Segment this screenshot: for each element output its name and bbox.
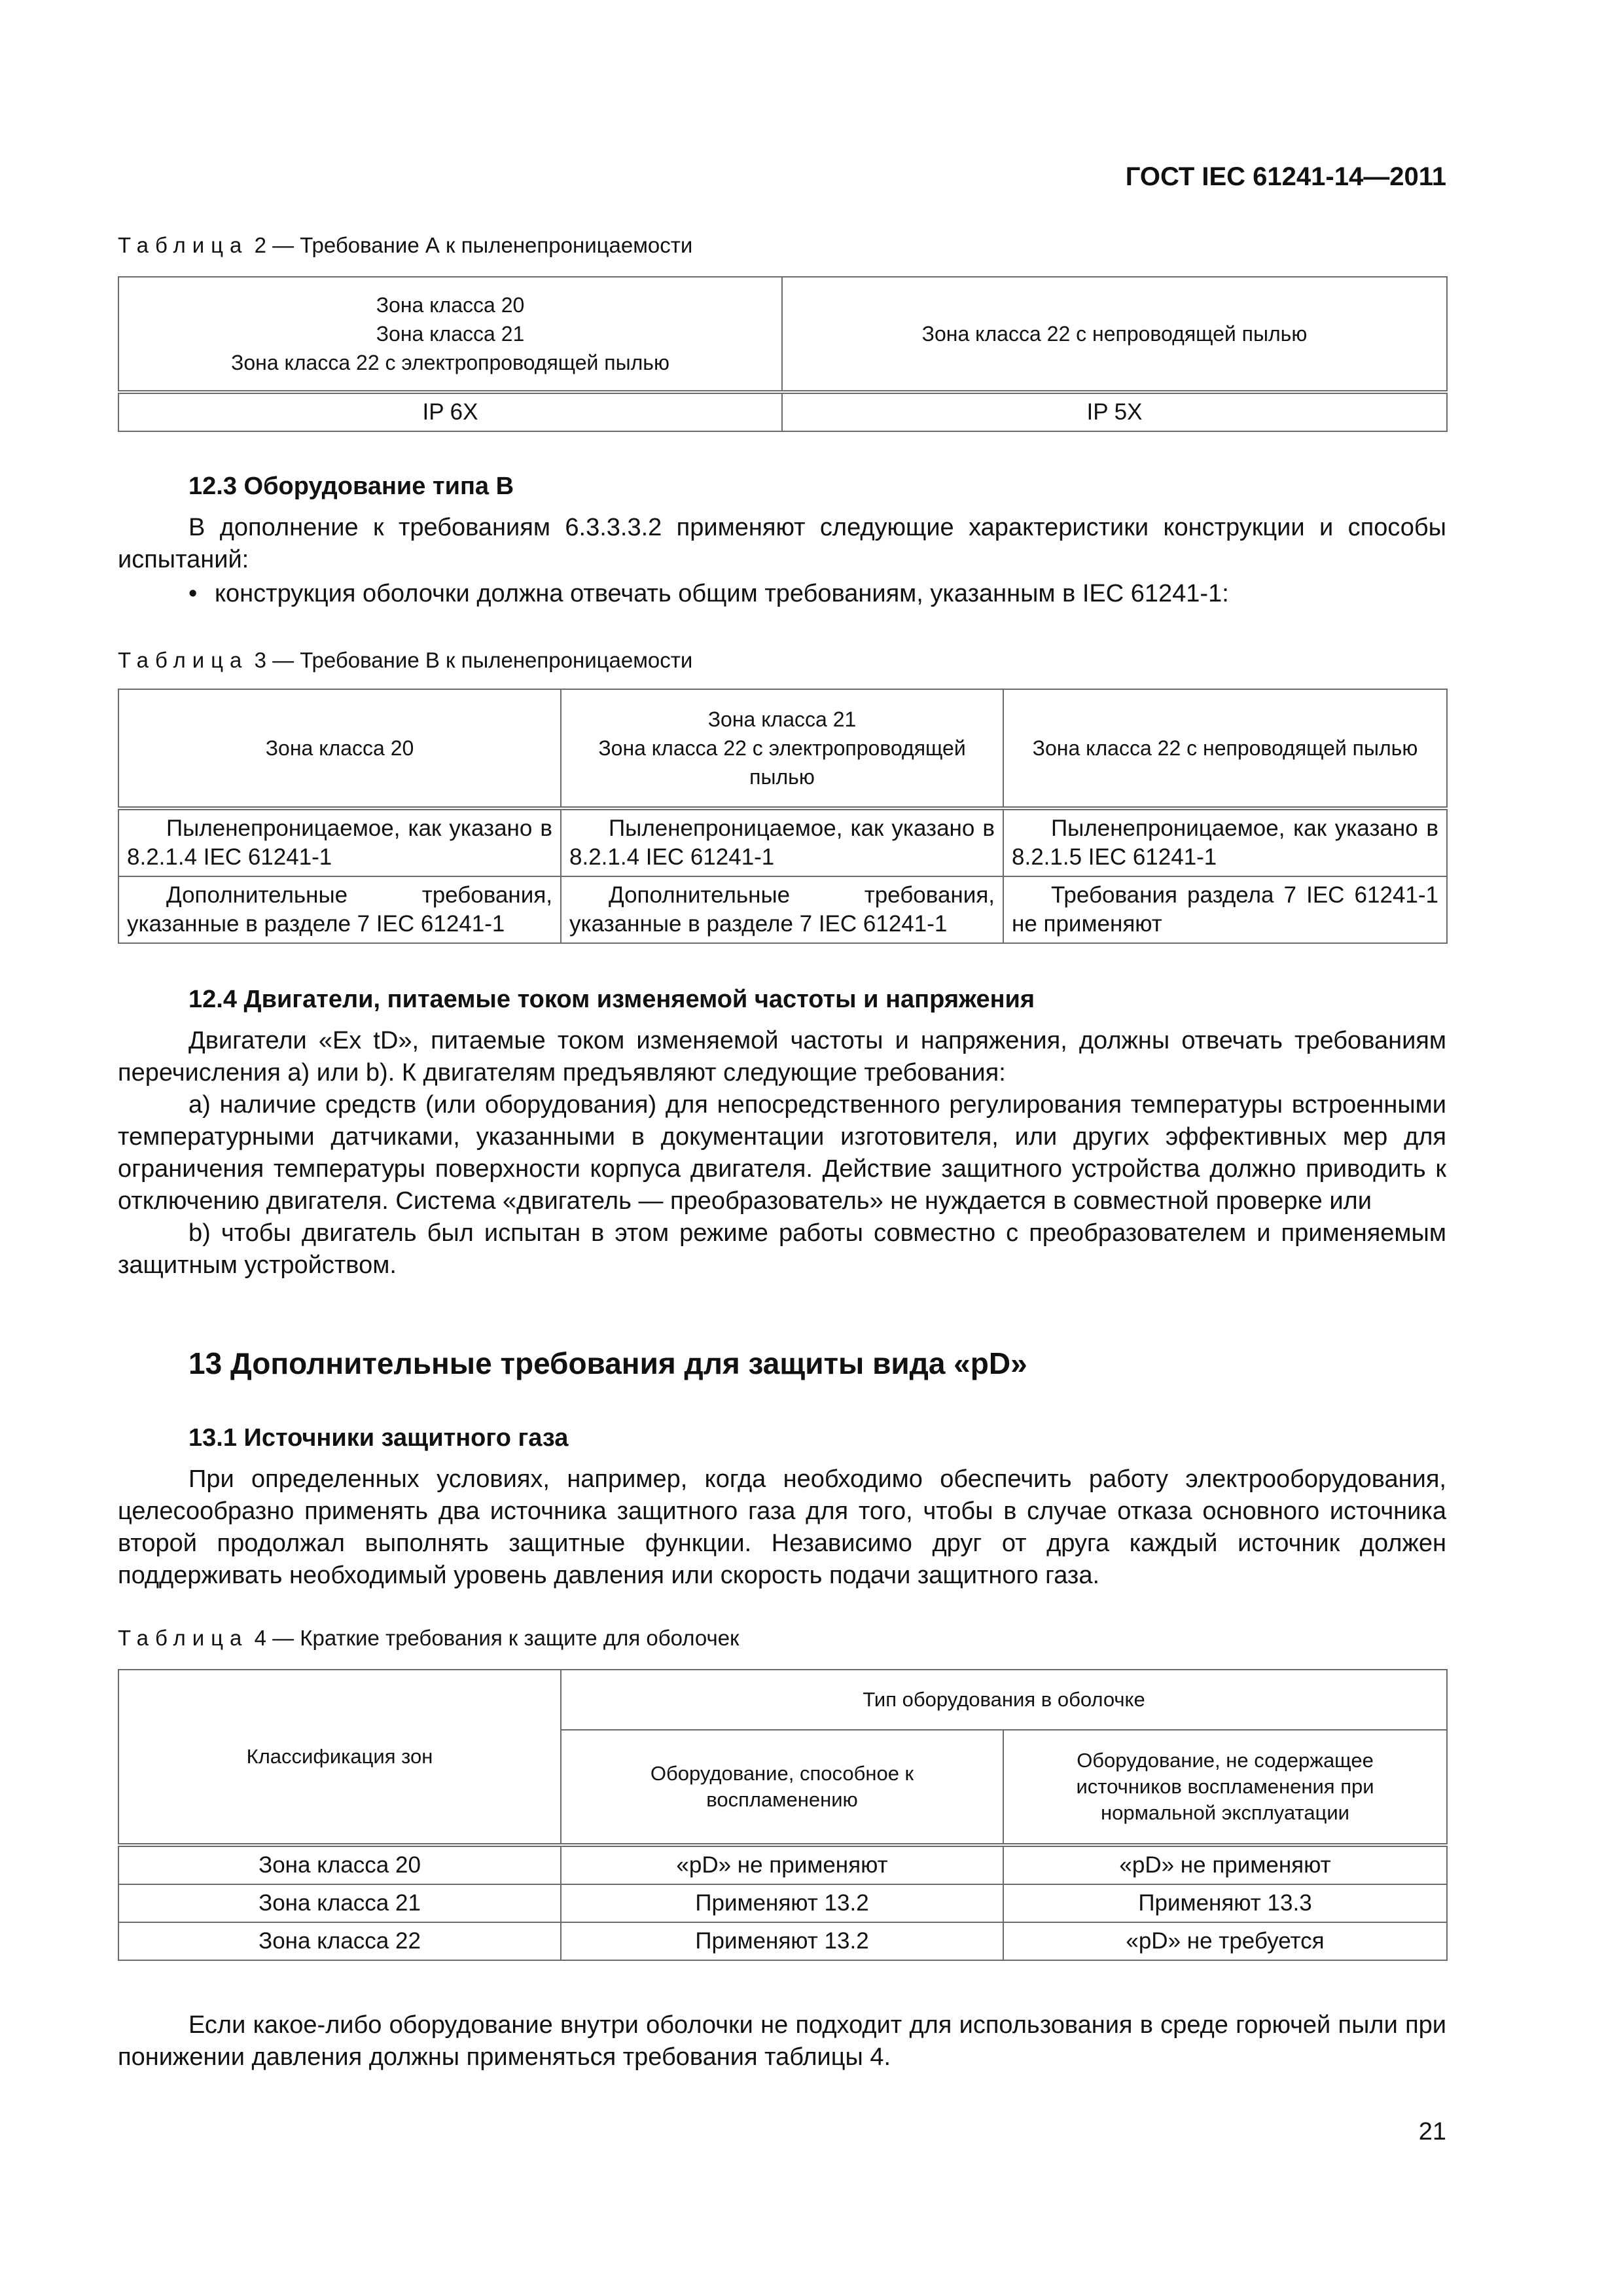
paragraph: Двигатели «Ex tD», питаемые током изменяемой частоты и напряжения, должны отвечать требованиям перечисления а) или b). К двигателям предъявляют следующие требования: bbox=[118, 1027, 1446, 1086]
document-id: ГОСТ IEC 61241-14—2011 bbox=[1125, 162, 1446, 191]
table4-subheader-cell: Оборудование, не содержащее источников воспламенения при нормальной эксплуатации bbox=[1003, 1730, 1447, 1845]
table4-cell: «pD» не требуется bbox=[1003, 1922, 1447, 1960]
table3-header-cell: Зона класса 22 с непроводящей пылью bbox=[1003, 689, 1447, 808]
section-heading-12-3: 12.3 Оборудование типа В bbox=[188, 473, 514, 500]
section-12-4-text bbox=[118, 1025, 1446, 1282]
table4-subheader-cell: Оборудование, способное к воспламенению bbox=[561, 1730, 1003, 1845]
table4-cell: «pD» не применяют bbox=[1003, 1845, 1447, 1884]
paragraph: Если какое-либо оборудование внутри оболочки не подходит для использования в среде горючей пыли при понижении давления должны применяться требования таблицы 4. bbox=[118, 2011, 1446, 2071]
table3-cell: Пыленепроницаемое, как указано в 8.2.1.4 IEC 61241-1 bbox=[118, 808, 561, 876]
paragraph: При определенных условиях, например, когда необходимо обеспечить работу электрооборудования, целесообразно применять два источника защитного газа для того, чтобы в случае отказа основного источника второй продолжал выполнять защитные функции. Независимо друг от друга каждый источник должен поддерживать необходимый уровень давления или скорость подачи защитного газа. bbox=[118, 1465, 1446, 1589]
closing-text bbox=[118, 2009, 1446, 2073]
table3-cell: Пыленепроницаемое, как указано в 8.2.1.4 IEC 61241-1 bbox=[561, 808, 1003, 876]
table2-header-cell: Зона класса 22 с непроводящей пылью bbox=[782, 277, 1447, 392]
section-heading-12-4: 12.4 Двигатели, питаемые током изменяемой частоты и напряжения bbox=[188, 986, 1035, 1013]
section-heading-13-1: 13.1 Источники защитного газа bbox=[188, 1424, 569, 1452]
section-12-3-text bbox=[118, 512, 1446, 576]
paragraph: b) чтобы двигатель был испытан в этом режиме работы совместно с преобразователем и применяемым защитным устройством. bbox=[118, 1219, 1446, 1279]
section-heading-13: 13 Дополнительные требования для защиты вида «pD» bbox=[188, 1346, 1027, 1380]
table-row bbox=[118, 392, 1447, 431]
table2-header-cell: Зона класса 20 Зона класса 21 Зона класса 22 с электропроводящей пылью bbox=[118, 277, 782, 392]
table4-cell: Зона класса 21 bbox=[118, 1884, 561, 1922]
table4-cell: Применяют 13.2 bbox=[561, 1922, 1003, 1960]
table4-header-cell: Классификация зон bbox=[118, 1670, 561, 1845]
bullet-dot-icon: • bbox=[188, 580, 198, 607]
section-13-1-text bbox=[118, 1463, 1446, 1592]
table2-caption: Таблица 2 — Требование А к пыленепроницаемости bbox=[118, 233, 693, 257]
table4-cell: «pD» не применяют bbox=[561, 1845, 1003, 1884]
table-row bbox=[118, 1845, 1447, 1884]
paragraph: В дополнение к требованиям 6.3.3.3.2 применяют следующие характеристики конструкции и способы испытаний: bbox=[118, 514, 1446, 573]
paragraph: а) наличие средств (или оборудования) для непосредственного регулирования температуры встроенными температурными датчиками, указанными в документации изготовителя, или других эффективных мер для ограничения температуры поверхности корпуса двигателя. Действие защитного устройства должно приводить к отключению двигателя. Система «двигатель — преобразователь» не нуждается в совместной проверке или bbox=[118, 1091, 1446, 1215]
table3-cell: Дополнительные требования, указанные в разделе 7 IEC 61241-1 bbox=[561, 876, 1003, 943]
table4-cell: Зона класса 20 bbox=[118, 1845, 561, 1884]
table-row bbox=[118, 876, 1447, 943]
table3-header-row bbox=[118, 689, 1447, 808]
table3 bbox=[118, 689, 1448, 944]
table4-caption: Таблица 4 — Краткие требования к защите для оболочек bbox=[118, 1626, 740, 1650]
table3-cell: Пыленепроницаемое, как указано в 8.2.1.5 IEC 61241-1 bbox=[1003, 808, 1447, 876]
table-row bbox=[118, 808, 1447, 876]
table-row bbox=[118, 1922, 1447, 1960]
table4 bbox=[118, 1669, 1448, 1961]
table2 bbox=[118, 276, 1448, 432]
table4-cell: Применяют 13.3 bbox=[1003, 1884, 1447, 1922]
table2-cell: IP 5X bbox=[782, 392, 1447, 431]
table-row bbox=[118, 1884, 1447, 1922]
bullet-item: • конструкция оболочки должна отвечать общим требованиям, указанным в IEC 61241-1: bbox=[188, 580, 1229, 607]
table4-group-header: Тип оборудования в оболочке bbox=[561, 1670, 1447, 1730]
table3-caption: Таблица 3 — Требование В к пыленепроницаемости bbox=[118, 648, 693, 672]
table3-header-cell: Зона класса 21 Зона класса 22 с электропроводящей пылью bbox=[561, 689, 1003, 808]
table3-cell: Дополнительные требования, указанные в разделе 7 IEC 61241-1 bbox=[118, 876, 561, 943]
page-number: 21 bbox=[1418, 2118, 1446, 2145]
table4-cell: Применяют 13.2 bbox=[561, 1884, 1003, 1922]
table3-header-cell: Зона класса 20 bbox=[118, 689, 561, 808]
table4-header-row bbox=[118, 1670, 1447, 1730]
table2-header-row bbox=[118, 277, 1447, 392]
table3-cell: Требования раздела 7 IEC 61241-1 не применяют bbox=[1003, 876, 1447, 943]
table2-cell: IP 6X bbox=[118, 392, 782, 431]
table4-cell: Зона класса 22 bbox=[118, 1922, 561, 1960]
